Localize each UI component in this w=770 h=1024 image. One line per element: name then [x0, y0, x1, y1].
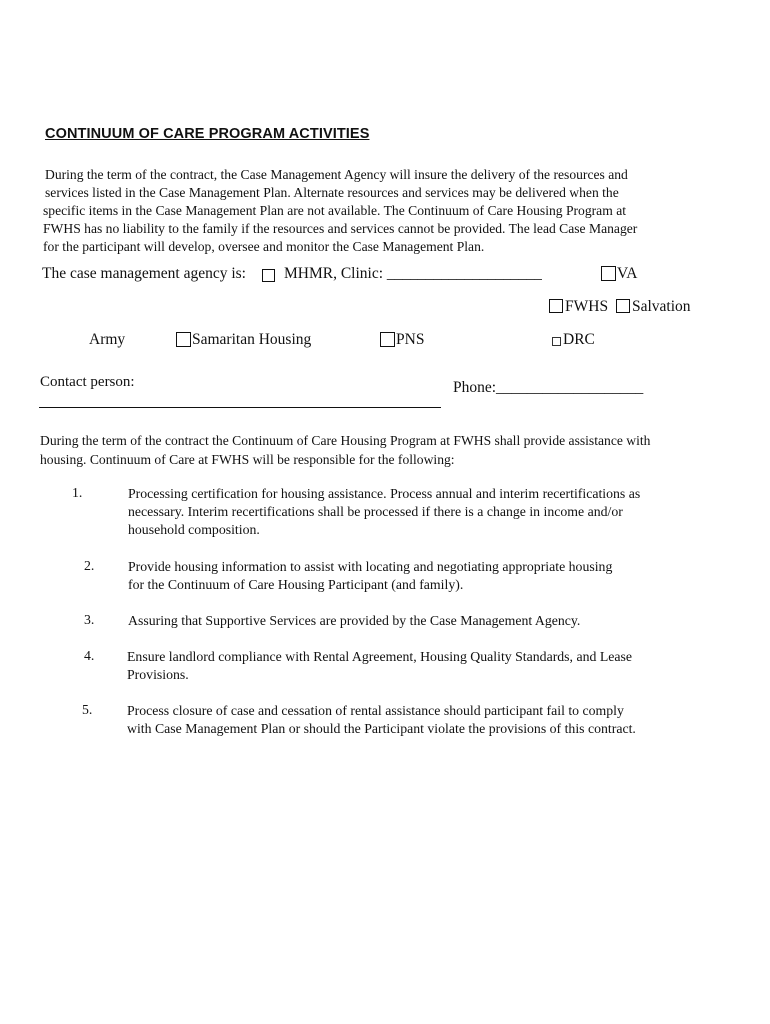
contact-person-label: Contact person:	[40, 374, 135, 390]
list-item-line: household composition.	[128, 522, 260, 537]
mhmr-checkbox[interactable]	[262, 268, 275, 286]
contact-person-line[interactable]	[39, 407, 441, 408]
list-item-number: 5.	[82, 702, 93, 717]
page-title: CONTINUUM OF CARE PROGRAM ACTIVITIES	[45, 126, 370, 142]
list-item-line: Assuring that Supportive Services are provided by the Case Management Agency.	[128, 613, 581, 628]
fwhs-label: FWHS	[565, 298, 609, 315]
section2-line: housing. Continuum of Care at FWHS will be responsible for the following:	[40, 452, 455, 467]
drc-checkbox[interactable]	[552, 334, 561, 352]
section2-line: During the term of the contract the Continuum of Care Housing Program at FWHS shall provide assistance with	[40, 433, 651, 448]
list-item-number: 3.	[84, 612, 95, 627]
va-checkbox[interactable]	[601, 266, 616, 285]
list-item-line: Process closure of case and cessation of rental assistance should participant fail to comply	[127, 703, 624, 718]
samaritan-housing-label: Samaritan Housing	[192, 331, 312, 348]
list-item-line: with Case Management Plan or should the Participant violate the provisions of this contract.	[127, 721, 636, 736]
fwhs-checkbox[interactable]	[549, 299, 563, 317]
samaritan-housing-checkbox[interactable]	[176, 332, 191, 351]
salvation-label: Salvation	[632, 298, 691, 315]
intro-line: for the participant will develop, oversee and monitor the Case Management Plan.	[43, 239, 485, 254]
salvation-army-checkbox[interactable]	[616, 299, 630, 317]
list-item-line: Provide housing information to assist with locating and negotiating appropriate housing	[128, 559, 613, 574]
list-item-line: for the Continuum of Care Housing Participant (and family).	[128, 577, 464, 592]
list-item-number: 2.	[84, 558, 95, 573]
intro-line: services listed in the Case Management Plan. Alternate resources and services may be delivered when the	[45, 185, 619, 200]
list-item-line: Processing certification for housing assistance. Process annual and interim recertifications as	[128, 486, 641, 501]
drc-label: DRC	[563, 331, 595, 348]
intro-line: During the term of the contract, the Case Management Agency will insure the delivery of the resources and	[45, 167, 628, 182]
list-item-line: Ensure landlord compliance with Rental Agreement, Housing Quality Standards, and Lease	[127, 649, 632, 664]
intro-line: specific items in the Case Management Plan are not available. The Continuum of Care Housing Program at	[43, 203, 626, 218]
phone-field[interactable]: Phone:___________________	[453, 379, 644, 396]
list-item-number: 1.	[72, 485, 83, 500]
intro-line: FWHS has no liability to the family if the resources and services cannot be provided. The lead Case Manager	[43, 221, 638, 236]
mhmr-clinic-label: MHMR, Clinic: ____________________	[284, 265, 542, 282]
agency-label: The case management agency is:	[42, 265, 246, 282]
pns-label: PNS	[396, 331, 425, 348]
list-item-line: necessary. Interim recertifications shall be processed if there is a change in income and/or	[128, 504, 623, 519]
list-item-line: Provisions.	[127, 667, 189, 682]
va-label: VA	[617, 265, 638, 282]
list-item-number: 4.	[84, 648, 95, 663]
army-label: Army	[89, 331, 126, 348]
pns-checkbox[interactable]	[380, 332, 395, 351]
